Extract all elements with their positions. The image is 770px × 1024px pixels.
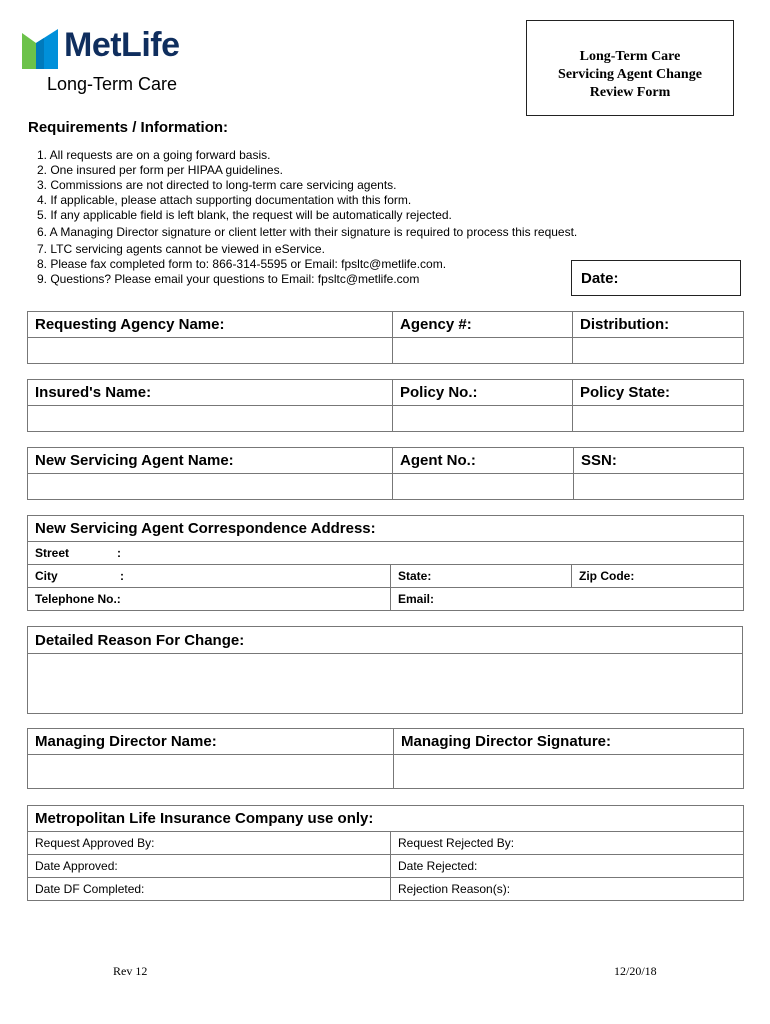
reason-textarea[interactable] xyxy=(28,654,743,714)
reason-heading: Detailed Reason For Change: xyxy=(28,627,743,654)
rejection-reasons-label: Rejection Reason(s): xyxy=(398,882,511,896)
ssn-input[interactable] xyxy=(574,474,744,500)
email-field[interactable] xyxy=(391,588,744,611)
telephone-field[interactable] xyxy=(28,588,391,611)
agent-number-input[interactable] xyxy=(393,474,574,500)
policy-number-input[interactable] xyxy=(393,406,573,432)
director-signature-input[interactable] xyxy=(394,755,744,789)
list-item: 1. All requests are on a going forward basis. xyxy=(37,148,271,162)
policy-number-label: Policy No.: xyxy=(393,380,573,406)
form-title-box xyxy=(526,20,734,116)
email-label: Email: xyxy=(398,592,435,606)
form-title-line-3: Review Form xyxy=(589,85,671,100)
director-signature-label: Managing Director Signature: xyxy=(394,729,744,755)
date-rejected-label: Date Rejected: xyxy=(398,859,478,873)
ssn-label: SSN: xyxy=(574,448,744,474)
agent-table xyxy=(27,447,744,500)
date-df-field[interactable] xyxy=(28,878,391,901)
rejected-by-field[interactable] xyxy=(391,832,744,855)
reason-table xyxy=(27,626,743,714)
date-label: Date: xyxy=(581,270,619,287)
list-item: 4. If applicable, please attach supporting documentation with this form. xyxy=(37,193,412,207)
list-item: 8. Please fax completed form to: 866-314-5595 or Email: fpsltc@metlife.com. xyxy=(37,257,447,271)
company-use-table xyxy=(27,805,744,901)
revision-date: 12/20/18 xyxy=(614,964,657,978)
distribution-label: Distribution: xyxy=(573,312,744,338)
approved-by-field[interactable] xyxy=(28,832,391,855)
agency-number-input[interactable] xyxy=(393,338,573,364)
insured-name-label: Insured's Name: xyxy=(28,380,393,406)
approved-by-label: Request Approved By: xyxy=(35,836,155,850)
director-name-label: Managing Director Name: xyxy=(28,729,394,755)
company-use-heading: Metropolitan Life Insurance Company use only: xyxy=(28,806,744,832)
list-item: 2. One insured per form per HIPAA guidelines. xyxy=(37,163,283,177)
director-table xyxy=(27,728,744,789)
street-field[interactable] xyxy=(28,542,744,565)
agent-number-label: Agent No.: xyxy=(393,448,574,474)
list-item: 6. A Managing Director signature or client letter with their signature is required to process this request. xyxy=(37,225,578,239)
street-label: Street xyxy=(35,546,70,560)
street-colon: : xyxy=(117,546,121,560)
revision-label: Rev 12 xyxy=(113,964,148,978)
director-name-input[interactable] xyxy=(28,755,394,789)
date-df-label: Date DF Completed: xyxy=(35,882,145,896)
distribution-input[interactable] xyxy=(573,338,744,364)
form-title-line-2: Servicing Agent Change xyxy=(558,67,702,82)
list-item: 7. LTC servicing agents cannot be viewed in eService. xyxy=(37,242,325,256)
insured-table xyxy=(27,379,744,432)
metlife-logo-icon xyxy=(22,29,58,69)
policy-state-input[interactable] xyxy=(573,406,744,432)
list-item: 3. Commissions are not directed to long-term care servicing agents. xyxy=(37,178,397,192)
policy-state-label: Policy State: xyxy=(573,380,744,406)
list-item: 5. If any applicable field is left blank, the request will be automatically rejected. xyxy=(37,208,452,222)
zip-field[interactable] xyxy=(572,565,744,588)
agency-name-label: Requesting Agency Name: xyxy=(28,312,393,338)
agency-number-label: Agency #: xyxy=(393,312,573,338)
date-rejected-field[interactable] xyxy=(391,855,744,878)
zip-label: Zip Code: xyxy=(579,569,635,583)
agency-table xyxy=(27,311,744,364)
city-label: City xyxy=(35,569,58,583)
date-field[interactable] xyxy=(571,260,741,296)
date-approved-field[interactable] xyxy=(28,855,391,878)
list-item: 9. Questions? Please email your questions to Email: fpsltc@metlife.com xyxy=(37,272,420,286)
form-title-line-1: Long-Term Care xyxy=(579,49,681,64)
state-label: State: xyxy=(398,569,432,583)
city-field[interactable] xyxy=(28,565,391,588)
brand-name: MetLife xyxy=(64,26,180,64)
address-table xyxy=(27,515,744,611)
rejection-reasons-field[interactable] xyxy=(391,878,744,901)
city-colon: : xyxy=(120,569,124,583)
agent-name-input[interactable] xyxy=(28,474,393,500)
insured-name-input[interactable] xyxy=(28,406,393,432)
address-heading: New Servicing Agent Correspondence Address: xyxy=(28,516,744,542)
requirements-heading: Requirements / Information: xyxy=(28,119,229,136)
agent-name-label: New Servicing Agent Name: xyxy=(28,448,393,474)
state-field[interactable] xyxy=(391,565,572,588)
requirements-list xyxy=(37,148,577,287)
agency-name-input[interactable] xyxy=(28,338,393,364)
brand-subtitle: Long-Term Care xyxy=(47,74,178,94)
rejected-by-label: Request Rejected By: xyxy=(398,836,515,850)
telephone-label: Telephone No.: xyxy=(35,592,121,606)
date-approved-label: Date Approved: xyxy=(35,859,118,873)
